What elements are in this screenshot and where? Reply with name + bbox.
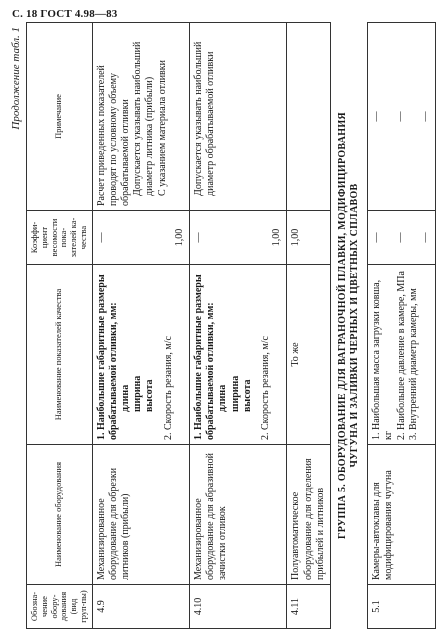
col-header-indicator: Наименование показателей качества [27, 265, 93, 445]
row-coefficients [92, 211, 189, 265]
indicator-item: То же [290, 342, 302, 367]
indicator-subitem: высота [241, 379, 253, 412]
coef-value: 1,00 [271, 228, 283, 247]
col-header-coef: Коэффи-циент весомости пока-зателей ка-чества [27, 211, 93, 265]
table-row [287, 23, 331, 629]
table-continuation-label: Продолжение табл. 1 [10, 27, 22, 130]
row-notes [368, 23, 436, 211]
row-code: 4.10 [189, 585, 286, 629]
row-indicators [368, 265, 436, 445]
row-code: 4.9 [92, 585, 189, 629]
note-text: — [371, 111, 383, 122]
row-indicators [189, 265, 286, 445]
coef-value: 1,00 [173, 228, 185, 247]
page-header: С. 18 ГОСТ 4.98—83 [12, 8, 118, 20]
indicator-item: 2. Скорость резания, м/с [162, 336, 174, 440]
row-notes [189, 23, 286, 211]
indicator-item: 1. Наибольшие габаритные размеры обрабатываемой отливки, мм: [95, 274, 119, 440]
note-text: — [395, 111, 407, 122]
group-heading-row [330, 23, 367, 629]
row-indicators [287, 265, 331, 445]
coef-value: — [95, 232, 107, 243]
group-title-line: ЧУГУНА И ЗАЛИВКИ ЧЕРНЫХ И ЦВЕТНЫХ СПЛАВОВ [349, 183, 361, 468]
indicator-subitem: высота [144, 379, 156, 412]
group-heading [330, 23, 367, 629]
coef-value: — [371, 232, 383, 243]
coef-value: — [419, 232, 431, 243]
indicator-subitem: длина [217, 384, 229, 412]
col-header-code: Обозна-чение обору-дования (вид груп-пы) [27, 585, 93, 629]
table-header-row [27, 23, 93, 629]
row-code: 5.1 [368, 585, 436, 629]
table-row [189, 23, 286, 629]
indicator-item: 1. Наибольшие габаритные размеры обрабатываемой отливки, мм: [192, 274, 217, 440]
note-text: Допускается указывать наибольший диаметр обрабатываемой отливки [192, 41, 217, 196]
indicator-item: 2. Наибольшее давление в камере, МПа [395, 271, 407, 440]
coef-value: 1,00 [290, 228, 302, 247]
indicator-subitem: ширина [132, 375, 144, 412]
row-notes [92, 23, 189, 211]
table-row [92, 23, 189, 629]
note-text: Расчет приведенных показателей проводят по условному объему обрабатываемой отливки [95, 65, 131, 206]
coef-value: — [192, 232, 204, 243]
row-notes [287, 23, 331, 211]
row-coefficients [368, 211, 436, 265]
row-code: 4.11 [287, 585, 331, 629]
indicator-item: 2. Скорость резания, м/с [259, 336, 271, 440]
standards-table [26, 22, 436, 629]
rotated-page-content [8, 23, 431, 629]
table-row [368, 23, 436, 629]
row-coefficients [189, 211, 286, 265]
note-text: С указанием материала отливки [156, 60, 168, 196]
note-text: — [419, 111, 431, 122]
indicator-item: 3. Внутренний диаметр камеры, мм [407, 288, 419, 440]
indicator-subitem: длина [119, 384, 131, 412]
row-indicators [92, 265, 189, 445]
note-text: Допускается указывать наибольший диаметр литника (прибыли) [132, 41, 156, 196]
indicator-subitem: ширина [229, 375, 241, 412]
indicator-item: 1. Наибольшая масса загрузки ковша, кг [371, 279, 395, 440]
row-equipment-name: Механизированное оборудование для обрезки литников (прибыли) [92, 445, 189, 585]
row-equipment-name: Полуавтоматическое оборудование для отделения прибылей и литников [287, 445, 331, 585]
group-title-line: ГРУППА 5. ОБОРУДОВАНИЕ ДЛЯ ВАГРАНОЧНОЙ ПЛАВКИ, МОДИФИЦИРОВАНИЯ [336, 112, 348, 539]
col-header-name: Наименование оборудования [27, 445, 93, 585]
coef-value: — [395, 232, 407, 243]
row-equipment-name: Механизированное оборудование для абразивной зачистки отливок [189, 445, 286, 585]
row-equipment-name: Камеры-автоклавы для модифицирования чугуна [368, 445, 436, 585]
col-header-note: Примечание [27, 23, 93, 211]
row-coefficients [287, 211, 331, 265]
